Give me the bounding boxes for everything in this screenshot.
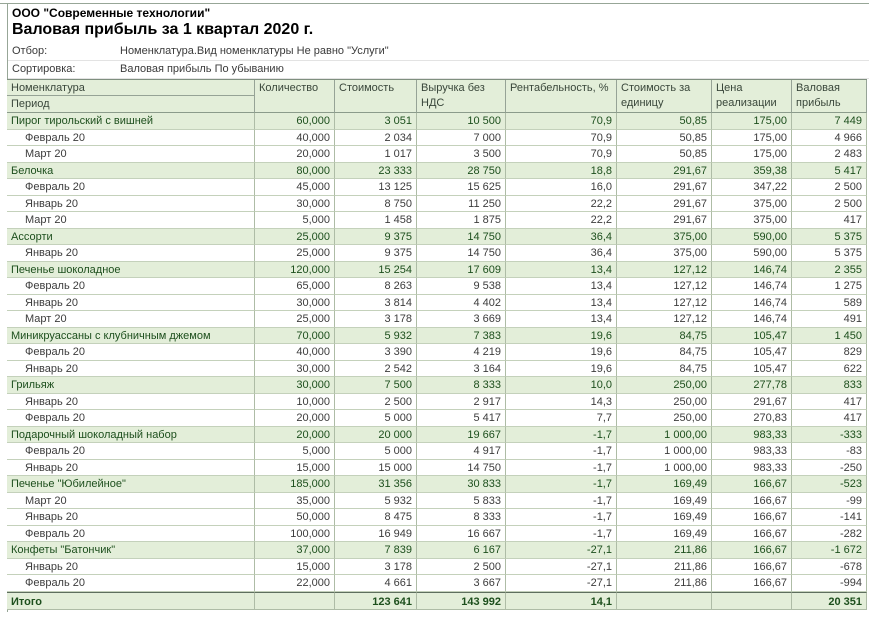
cell-value-3[interactable]: 70,9 bbox=[506, 146, 617, 163]
cell-value-1[interactable]: 9 375 bbox=[335, 245, 417, 262]
cell-value-0[interactable]: 120,000 bbox=[255, 262, 335, 279]
cell-value-2[interactable]: 15 625 bbox=[417, 179, 506, 196]
cell-value-5[interactable]: 983,33 bbox=[712, 443, 792, 460]
cell-value-6[interactable]: 2 483 bbox=[792, 146, 867, 163]
cell-value-0[interactable]: 20,000 bbox=[255, 146, 335, 163]
cell-value-3[interactable]: 19,6 bbox=[506, 344, 617, 361]
cell-value-2[interactable]: 6 167 bbox=[417, 542, 506, 559]
cell-value-3[interactable]: 10,0 bbox=[506, 377, 617, 394]
header-cell-6[interactable]: Валовая прибыль bbox=[792, 80, 867, 113]
table-header-row bbox=[7, 80, 867, 113]
cell-value-1[interactable]: 31 356 bbox=[335, 476, 417, 493]
cell-value-2[interactable]: 14 750 bbox=[417, 245, 506, 262]
cell-period[interactable]: Февраль 20 bbox=[7, 278, 255, 295]
cell-value-5[interactable]: 375,00 bbox=[712, 212, 792, 229]
cell-value-5[interactable]: 146,74 bbox=[712, 262, 792, 279]
cell-value-0[interactable]: 40,000 bbox=[255, 344, 335, 361]
cell-value-6[interactable]: -333 bbox=[792, 427, 867, 444]
cell-value-1[interactable]: 2 034 bbox=[335, 130, 417, 147]
cell-value-3[interactable]: 19,6 bbox=[506, 361, 617, 378]
filter-label: Отбор: bbox=[12, 45, 48, 57]
cell-value-0[interactable]: 25,000 bbox=[255, 311, 335, 328]
cell-value-3[interactable]: -1,7 bbox=[506, 526, 617, 543]
cell-value-2[interactable]: 2 500 bbox=[417, 559, 506, 576]
cell-value-1[interactable]: 15 254 bbox=[335, 262, 417, 279]
cell-value-2[interactable]: 2 917 bbox=[417, 394, 506, 411]
cell-value-3[interactable]: 22,2 bbox=[506, 196, 617, 213]
cell-value-6[interactable]: 833 bbox=[792, 377, 867, 394]
cell-value-5[interactable]: 146,74 bbox=[712, 278, 792, 295]
cell-value-6[interactable]: -523 bbox=[792, 476, 867, 493]
cell-value-0[interactable]: 30,000 bbox=[255, 377, 335, 394]
cell-nomenclature[interactable]: Белочка bbox=[7, 163, 255, 180]
cell-value-0[interactable]: 30,000 bbox=[255, 196, 335, 213]
detail-row bbox=[7, 394, 867, 411]
cell-value-1[interactable]: 3 051 bbox=[335, 113, 417, 130]
cell-value-6[interactable]: 417 bbox=[792, 394, 867, 411]
cell-value-2[interactable]: 8 333 bbox=[417, 509, 506, 526]
cell-period[interactable]: Февраль 20 bbox=[7, 344, 255, 361]
cell-value-2[interactable]: 9 538 bbox=[417, 278, 506, 295]
cell-value-5[interactable]: 166,67 bbox=[712, 559, 792, 576]
cell-value-6[interactable]: -99 bbox=[792, 493, 867, 510]
cell-value-6[interactable]: -994 bbox=[792, 575, 867, 592]
detail-row bbox=[7, 311, 867, 328]
cell-value-2[interactable]: 4 402 bbox=[417, 295, 506, 312]
group-row bbox=[7, 476, 867, 493]
cell-value-4[interactable]: 84,75 bbox=[617, 344, 712, 361]
sort-value: Валовая прибыль По убыванию bbox=[120, 63, 284, 75]
detail-row bbox=[7, 130, 867, 147]
cell-period[interactable]: Март 20 bbox=[7, 212, 255, 229]
cell-value-1[interactable]: 16 949 bbox=[335, 526, 417, 543]
cell-value-4[interactable]: 84,75 bbox=[617, 361, 712, 378]
total-value-1[interactable]: 123 641 bbox=[335, 592, 417, 610]
cell-nomenclature[interactable]: Подарочный шоколадный набор bbox=[7, 427, 255, 444]
cell-value-0[interactable]: 45,000 bbox=[255, 179, 335, 196]
group-row bbox=[7, 328, 867, 345]
cell-period[interactable]: Февраль 20 bbox=[7, 526, 255, 543]
report-table-body bbox=[7, 113, 867, 610]
cell-period[interactable]: Январь 20 bbox=[7, 196, 255, 213]
total-value-0[interactable] bbox=[255, 592, 335, 610]
detail-row bbox=[7, 295, 867, 312]
cell-nomenclature[interactable]: Печенье "Юбилейное" bbox=[7, 476, 255, 493]
header-cell-5[interactable]: Цена реализации bbox=[712, 80, 792, 113]
cell-value-1[interactable]: 5 932 bbox=[335, 493, 417, 510]
cell-period[interactable]: Март 20 bbox=[7, 493, 255, 510]
cell-period[interactable]: Февраль 20 bbox=[7, 410, 255, 427]
cell-value-2[interactable]: 17 609 bbox=[417, 262, 506, 279]
cell-value-2[interactable]: 16 667 bbox=[417, 526, 506, 543]
cell-value-6[interactable]: -141 bbox=[792, 509, 867, 526]
cell-value-4[interactable]: 1 000,00 bbox=[617, 427, 712, 444]
header-cell-4[interactable]: Стоимость за единицу bbox=[617, 80, 712, 113]
detail-row bbox=[7, 196, 867, 213]
cell-value-2[interactable]: 10 500 bbox=[417, 113, 506, 130]
cell-value-6[interactable]: -83 bbox=[792, 443, 867, 460]
cell-value-6[interactable]: 1 275 bbox=[792, 278, 867, 295]
cell-period[interactable]: Январь 20 bbox=[7, 361, 255, 378]
total-label[interactable]: Итого bbox=[7, 592, 255, 610]
cell-value-5[interactable]: 175,00 bbox=[712, 113, 792, 130]
cell-value-2[interactable]: 14 750 bbox=[417, 229, 506, 246]
cell-value-6[interactable]: 5 375 bbox=[792, 245, 867, 262]
cell-value-4[interactable]: 127,12 bbox=[617, 278, 712, 295]
cell-value-5[interactable]: 166,67 bbox=[712, 542, 792, 559]
detail-row bbox=[7, 493, 867, 510]
group-row bbox=[7, 427, 867, 444]
cell-value-6[interactable]: 2 355 bbox=[792, 262, 867, 279]
cell-value-5[interactable]: 347,22 bbox=[712, 179, 792, 196]
cell-period[interactable]: Январь 20 bbox=[7, 509, 255, 526]
cell-period[interactable]: Февраль 20 bbox=[7, 575, 255, 592]
cell-value-2[interactable]: 7 000 bbox=[417, 130, 506, 147]
cell-value-3[interactable]: 19,6 bbox=[506, 328, 617, 345]
cell-value-4[interactable]: 50,85 bbox=[617, 113, 712, 130]
cell-period[interactable]: Январь 20 bbox=[7, 559, 255, 576]
cell-value-0[interactable]: 185,000 bbox=[255, 476, 335, 493]
cell-value-1[interactable]: 1 458 bbox=[335, 212, 417, 229]
group-row bbox=[7, 377, 867, 394]
cell-value-3[interactable]: -1,7 bbox=[506, 427, 617, 444]
cell-value-4[interactable]: 169,49 bbox=[617, 476, 712, 493]
detail-row bbox=[7, 179, 867, 196]
cell-period[interactable]: Январь 20 bbox=[7, 460, 255, 477]
cell-value-0[interactable]: 80,000 bbox=[255, 163, 335, 180]
cell-value-5[interactable]: 590,00 bbox=[712, 229, 792, 246]
cell-value-6[interactable]: 1 450 bbox=[792, 328, 867, 345]
cell-value-3[interactable]: -27,1 bbox=[506, 542, 617, 559]
cell-nomenclature[interactable]: Пирог тирольский с вишней bbox=[7, 113, 255, 130]
cell-value-4[interactable]: 1 000,00 bbox=[617, 443, 712, 460]
cell-value-1[interactable]: 2 542 bbox=[335, 361, 417, 378]
cell-value-1[interactable]: 8 750 bbox=[335, 196, 417, 213]
cell-nomenclature[interactable]: Грильяж bbox=[7, 377, 255, 394]
cell-value-4[interactable]: 84,75 bbox=[617, 328, 712, 345]
cell-value-5[interactable]: 175,00 bbox=[712, 130, 792, 147]
cell-value-0[interactable]: 30,000 bbox=[255, 295, 335, 312]
total-value-3[interactable]: 14,1 bbox=[506, 592, 617, 610]
detail-row bbox=[7, 509, 867, 526]
cell-value-1[interactable]: 5 000 bbox=[335, 443, 417, 460]
cell-value-3[interactable]: 22,2 bbox=[506, 212, 617, 229]
detail-row bbox=[7, 575, 867, 592]
cell-value-3[interactable]: 70,9 bbox=[506, 113, 617, 130]
detail-row bbox=[7, 344, 867, 361]
cell-value-4[interactable]: 250,00 bbox=[617, 394, 712, 411]
cell-value-2[interactable]: 3 667 bbox=[417, 575, 506, 592]
report-title: Валовая прибыль за 1 квартал 2020 г. bbox=[12, 21, 314, 38]
cell-value-0[interactable]: 10,000 bbox=[255, 394, 335, 411]
cell-value-0[interactable]: 70,000 bbox=[255, 328, 335, 345]
cell-value-5[interactable]: 983,33 bbox=[712, 460, 792, 477]
cell-value-4[interactable]: 250,00 bbox=[617, 410, 712, 427]
sort-label: Сортировка: bbox=[12, 63, 76, 75]
cell-value-3[interactable]: 13,4 bbox=[506, 295, 617, 312]
cell-value-5[interactable]: 166,67 bbox=[712, 526, 792, 543]
cell-value-0[interactable]: 25,000 bbox=[255, 229, 335, 246]
filter-row bbox=[8, 43, 869, 61]
cell-value-0[interactable]: 35,000 bbox=[255, 493, 335, 510]
group-row bbox=[7, 262, 867, 279]
cell-value-4[interactable]: 1 000,00 bbox=[617, 460, 712, 477]
cell-value-1[interactable]: 7 839 bbox=[335, 542, 417, 559]
cell-value-4[interactable]: 211,86 bbox=[617, 575, 712, 592]
cell-value-4[interactable]: 250,00 bbox=[617, 377, 712, 394]
cell-value-4[interactable]: 291,67 bbox=[617, 163, 712, 180]
cell-value-0[interactable]: 15,000 bbox=[255, 559, 335, 576]
report-top-border bbox=[0, 3, 869, 4]
cell-value-0[interactable]: 37,000 bbox=[255, 542, 335, 559]
cell-value-5[interactable]: 590,00 bbox=[712, 245, 792, 262]
cell-value-5[interactable]: 146,74 bbox=[712, 311, 792, 328]
cell-value-0[interactable]: 65,000 bbox=[255, 278, 335, 295]
cell-value-5[interactable]: 277,78 bbox=[712, 377, 792, 394]
cell-value-6[interactable]: 2 500 bbox=[792, 179, 867, 196]
cell-value-6[interactable]: 7 449 bbox=[792, 113, 867, 130]
cell-value-1[interactable]: 5 932 bbox=[335, 328, 417, 345]
cell-value-4[interactable]: 127,12 bbox=[617, 262, 712, 279]
cell-value-3[interactable]: -1,7 bbox=[506, 460, 617, 477]
cell-value-1[interactable]: 3 814 bbox=[335, 295, 417, 312]
detail-row bbox=[7, 460, 867, 477]
detail-row bbox=[7, 526, 867, 543]
cell-value-0[interactable]: 20,000 bbox=[255, 410, 335, 427]
cell-value-5[interactable]: 375,00 bbox=[712, 196, 792, 213]
cell-nomenclature[interactable]: Миникруассаны с клубничным джемом bbox=[7, 328, 255, 345]
cell-value-2[interactable]: 5 417 bbox=[417, 410, 506, 427]
cell-period[interactable]: Март 20 bbox=[7, 311, 255, 328]
cell-value-4[interactable]: 127,12 bbox=[617, 295, 712, 312]
cell-value-2[interactable]: 14 750 bbox=[417, 460, 506, 477]
header-cell-2[interactable]: Выручка без НДС bbox=[417, 80, 506, 113]
cell-value-5[interactable]: 983,33 bbox=[712, 427, 792, 444]
detail-row bbox=[7, 146, 867, 163]
cell-value-1[interactable]: 4 661 bbox=[335, 575, 417, 592]
cell-value-3[interactable]: -1,7 bbox=[506, 509, 617, 526]
cell-value-6[interactable]: -250 bbox=[792, 460, 867, 477]
header-cell-0[interactable]: Количество bbox=[255, 80, 335, 113]
cell-value-4[interactable]: 211,86 bbox=[617, 559, 712, 576]
cell-value-0[interactable]: 100,000 bbox=[255, 526, 335, 543]
cell-value-3[interactable]: -1,7 bbox=[506, 476, 617, 493]
cell-value-6[interactable]: 4 966 bbox=[792, 130, 867, 147]
header-cell-1[interactable]: Стоимость bbox=[335, 80, 417, 113]
cell-period[interactable]: Январь 20 bbox=[7, 245, 255, 262]
cell-value-6[interactable]: 417 bbox=[792, 410, 867, 427]
filter-value: Номенклатура.Вид номенклатуры Не равно "Услуги" bbox=[120, 45, 389, 57]
cell-value-2[interactable]: 3 669 bbox=[417, 311, 506, 328]
cell-value-5[interactable]: 105,47 bbox=[712, 361, 792, 378]
cell-value-6[interactable]: 5 417 bbox=[792, 163, 867, 180]
cell-value-6[interactable]: -282 bbox=[792, 526, 867, 543]
cell-value-2[interactable]: 28 750 bbox=[417, 163, 506, 180]
cell-value-3[interactable]: 36,4 bbox=[506, 229, 617, 246]
cell-value-1[interactable]: 1 017 bbox=[335, 146, 417, 163]
detail-row bbox=[7, 212, 867, 229]
cell-value-5[interactable]: 146,74 bbox=[712, 295, 792, 312]
cell-value-3[interactable]: 13,4 bbox=[506, 262, 617, 279]
cell-period[interactable]: Февраль 20 bbox=[7, 130, 255, 147]
cell-value-0[interactable]: 25,000 bbox=[255, 245, 335, 262]
cell-value-5[interactable]: 175,00 bbox=[712, 146, 792, 163]
cell-value-3[interactable]: 70,9 bbox=[506, 130, 617, 147]
cell-value-2[interactable]: 3 164 bbox=[417, 361, 506, 378]
cell-value-3[interactable]: -1,7 bbox=[506, 493, 617, 510]
cell-value-0[interactable]: 30,000 bbox=[255, 361, 335, 378]
cell-value-1[interactable]: 3 178 bbox=[335, 311, 417, 328]
detail-row bbox=[7, 559, 867, 576]
cell-value-3[interactable]: -27,1 bbox=[506, 559, 617, 576]
cell-value-6[interactable]: 5 375 bbox=[792, 229, 867, 246]
cell-value-6[interactable]: 417 bbox=[792, 212, 867, 229]
cell-value-4[interactable]: 211,86 bbox=[617, 542, 712, 559]
cell-value-4[interactable]: 50,85 bbox=[617, 130, 712, 147]
cell-value-4[interactable]: 50,85 bbox=[617, 146, 712, 163]
total-value-4[interactable] bbox=[617, 592, 712, 610]
cell-nomenclature[interactable]: Ассорти bbox=[7, 229, 255, 246]
cell-value-6[interactable]: 589 bbox=[792, 295, 867, 312]
cell-value-1[interactable]: 9 375 bbox=[335, 229, 417, 246]
report-table bbox=[7, 79, 867, 610]
cell-value-1[interactable]: 7 500 bbox=[335, 377, 417, 394]
cell-value-1[interactable]: 20 000 bbox=[335, 427, 417, 444]
cell-period[interactable]: Март 20 bbox=[7, 146, 255, 163]
total-value-5[interactable] bbox=[712, 592, 792, 610]
header-period-label: Период bbox=[11, 98, 50, 110]
header-cell-3[interactable]: Рентабельность, % bbox=[506, 80, 617, 113]
cell-value-3[interactable]: -1,7 bbox=[506, 443, 617, 460]
cell-value-2[interactable]: 7 383 bbox=[417, 328, 506, 345]
cell-value-2[interactable]: 3 500 bbox=[417, 146, 506, 163]
cell-value-4[interactable]: 291,67 bbox=[617, 212, 712, 229]
cell-value-4[interactable]: 375,00 bbox=[617, 229, 712, 246]
cell-value-3[interactable]: 16,0 bbox=[506, 179, 617, 196]
cell-value-5[interactable]: 105,47 bbox=[712, 344, 792, 361]
cell-value-1[interactable]: 8 475 bbox=[335, 509, 417, 526]
cell-value-3[interactable]: 36,4 bbox=[506, 245, 617, 262]
cell-value-0[interactable]: 5,000 bbox=[255, 212, 335, 229]
cell-value-5[interactable]: 291,67 bbox=[712, 394, 792, 411]
cell-value-2[interactable]: 4 917 bbox=[417, 443, 506, 460]
detail-row bbox=[7, 410, 867, 427]
cell-value-0[interactable]: 40,000 bbox=[255, 130, 335, 147]
company-name: ООО "Современные технологии" bbox=[12, 6, 211, 20]
detail-row bbox=[7, 361, 867, 378]
cell-value-1[interactable]: 15 000 bbox=[335, 460, 417, 477]
cell-period[interactable]: Февраль 20 bbox=[7, 179, 255, 196]
cell-value-4[interactable]: 127,12 bbox=[617, 311, 712, 328]
cell-value-5[interactable]: 166,67 bbox=[712, 476, 792, 493]
cell-value-0[interactable]: 60,000 bbox=[255, 113, 335, 130]
total-value-2[interactable]: 143 992 bbox=[417, 592, 506, 610]
cell-value-3[interactable]: 18,8 bbox=[506, 163, 617, 180]
cell-value-3[interactable]: 13,4 bbox=[506, 278, 617, 295]
cell-value-4[interactable]: 375,00 bbox=[617, 245, 712, 262]
cell-value-4[interactable]: 291,67 bbox=[617, 179, 712, 196]
cell-value-3[interactable]: 13,4 bbox=[506, 311, 617, 328]
total-row bbox=[7, 592, 867, 610]
cell-value-6[interactable]: 491 bbox=[792, 311, 867, 328]
cell-value-2[interactable]: 11 250 bbox=[417, 196, 506, 213]
header-nomenclature-label: Номенклатура bbox=[7, 80, 254, 96]
cell-value-1[interactable]: 3 178 bbox=[335, 559, 417, 576]
detail-row bbox=[7, 278, 867, 295]
cell-value-5[interactable]: 166,67 bbox=[712, 509, 792, 526]
cell-value-6[interactable]: 622 bbox=[792, 361, 867, 378]
cell-value-4[interactable]: 169,49 bbox=[617, 493, 712, 510]
cell-value-0[interactable]: 50,000 bbox=[255, 509, 335, 526]
cell-value-0[interactable]: 5,000 bbox=[255, 443, 335, 460]
cell-value-5[interactable]: 359,38 bbox=[712, 163, 792, 180]
cell-value-6[interactable]: 829 bbox=[792, 344, 867, 361]
cell-value-1[interactable]: 23 333 bbox=[335, 163, 417, 180]
cell-value-3[interactable]: 7,7 bbox=[506, 410, 617, 427]
cell-value-5[interactable]: 105,47 bbox=[712, 328, 792, 345]
cell-value-5[interactable]: 270,83 bbox=[712, 410, 792, 427]
cell-value-0[interactable]: 22,000 bbox=[255, 575, 335, 592]
cell-value-2[interactable]: 1 875 bbox=[417, 212, 506, 229]
cell-value-4[interactable]: 291,67 bbox=[617, 196, 712, 213]
cell-value-2[interactable]: 19 667 bbox=[417, 427, 506, 444]
group-row bbox=[7, 163, 867, 180]
cell-nomenclature[interactable]: Печенье шоколадное bbox=[7, 262, 255, 279]
cell-period[interactable]: Январь 20 bbox=[7, 394, 255, 411]
cell-value-2[interactable]: 4 219 bbox=[417, 344, 506, 361]
detail-row bbox=[7, 245, 867, 262]
cell-value-2[interactable]: 30 833 bbox=[417, 476, 506, 493]
sort-row bbox=[8, 61, 869, 79]
cell-value-3[interactable]: 14,3 bbox=[506, 394, 617, 411]
cell-value-5[interactable]: 166,67 bbox=[712, 493, 792, 510]
detail-row bbox=[7, 443, 867, 460]
cell-value-6[interactable]: -678 bbox=[792, 559, 867, 576]
cell-value-1[interactable]: 3 390 bbox=[335, 344, 417, 361]
total-value-6[interactable]: 20 351 bbox=[792, 592, 867, 610]
cell-nomenclature[interactable]: Конфеты "Батончик" bbox=[7, 542, 255, 559]
group-row bbox=[7, 542, 867, 559]
cell-value-2[interactable]: 5 833 bbox=[417, 493, 506, 510]
cell-value-6[interactable]: -1 672 bbox=[792, 542, 867, 559]
cell-value-1[interactable]: 2 500 bbox=[335, 394, 417, 411]
cell-period[interactable]: Январь 20 bbox=[7, 295, 255, 312]
cell-value-0[interactable]: 15,000 bbox=[255, 460, 335, 477]
cell-value-1[interactable]: 8 263 bbox=[335, 278, 417, 295]
cell-value-5[interactable]: 166,67 bbox=[712, 575, 792, 592]
cell-value-1[interactable]: 5 000 bbox=[335, 410, 417, 427]
group-row bbox=[7, 229, 867, 246]
cell-period[interactable]: Февраль 20 bbox=[7, 443, 255, 460]
header-cell-nomenclature-period[interactable] bbox=[7, 80, 255, 113]
cell-value-1[interactable]: 13 125 bbox=[335, 179, 417, 196]
cell-value-2[interactable]: 8 333 bbox=[417, 377, 506, 394]
cell-value-6[interactable]: 2 500 bbox=[792, 196, 867, 213]
cell-value-0[interactable]: 20,000 bbox=[255, 427, 335, 444]
cell-value-4[interactable]: 169,49 bbox=[617, 509, 712, 526]
cell-value-4[interactable]: 169,49 bbox=[617, 526, 712, 543]
group-row bbox=[7, 113, 867, 130]
cell-value-3[interactable]: -27,1 bbox=[506, 575, 617, 592]
